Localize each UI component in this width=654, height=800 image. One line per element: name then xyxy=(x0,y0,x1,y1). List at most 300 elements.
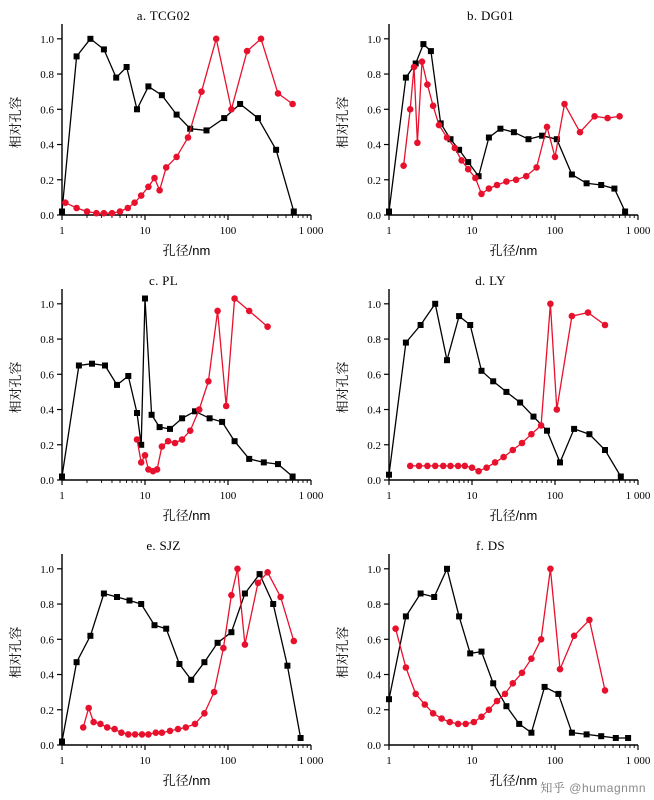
data-point-marker xyxy=(298,735,304,741)
y-axis-label: 相对孔容 xyxy=(8,361,23,414)
data-point-marker xyxy=(557,459,563,465)
data-point-marker xyxy=(198,88,205,95)
panel-title: b. DG01 xyxy=(467,8,514,23)
data-point-marker xyxy=(284,663,290,669)
data-point-marker xyxy=(159,729,166,736)
data-point-marker xyxy=(242,641,249,648)
data-point-marker xyxy=(264,569,271,576)
data-series-line xyxy=(62,39,294,212)
x-tick-label: 1 000 xyxy=(298,490,324,502)
data-point-marker xyxy=(526,136,532,142)
data-point-marker xyxy=(125,731,132,738)
data-point-marker xyxy=(555,691,561,697)
data-point-marker xyxy=(511,129,517,135)
data-point-marker xyxy=(414,140,421,147)
y-tick-label: 0.0 xyxy=(367,210,381,222)
data-point-marker xyxy=(232,438,238,444)
data-point-marker xyxy=(494,182,501,189)
data-point-marker xyxy=(159,92,165,98)
data-point-marker xyxy=(618,474,624,480)
y-tick-label: 0.4 xyxy=(40,669,54,682)
data-point-marker xyxy=(163,626,169,632)
y-tick-label: 0.2 xyxy=(40,439,54,452)
data-point-marker xyxy=(220,645,227,652)
data-point-marker xyxy=(179,415,185,421)
data-point-marker xyxy=(153,729,160,736)
data-series-line xyxy=(62,574,301,741)
y-tick-label: 1.0 xyxy=(40,563,54,576)
data-point-marker xyxy=(80,724,87,731)
data-point-marker xyxy=(159,443,166,450)
data-point-marker xyxy=(138,601,144,607)
data-point-marker xyxy=(438,715,445,722)
plot-area xyxy=(0,530,327,795)
data-point-marker xyxy=(516,721,522,727)
data-point-marker xyxy=(422,701,429,708)
data-point-marker xyxy=(84,208,91,215)
data-point-marker xyxy=(547,566,554,573)
data-point-marker xyxy=(478,714,485,721)
y-axis-label: 相对孔容 xyxy=(335,361,350,414)
data-point-marker xyxy=(213,36,220,43)
data-point-marker xyxy=(467,322,473,328)
data-point-marker xyxy=(403,75,409,81)
data-point-marker xyxy=(76,363,82,369)
data-point-marker xyxy=(602,447,608,453)
data-point-marker xyxy=(117,208,124,215)
data-point-marker xyxy=(134,410,140,416)
data-point-marker xyxy=(497,126,503,132)
data-point-marker xyxy=(400,162,407,169)
y-tick-label: 0.4 xyxy=(367,139,381,152)
data-point-marker xyxy=(616,113,623,120)
data-point-marker xyxy=(486,135,492,141)
data-point-marker xyxy=(571,633,578,640)
x-tick-label: 1 xyxy=(386,225,392,237)
chart-panel xyxy=(0,265,327,530)
y-tick-label: 0.4 xyxy=(40,139,54,152)
x-tick-label: 1 000 xyxy=(625,225,651,237)
data-point-marker xyxy=(407,463,414,470)
data-point-marker xyxy=(598,733,604,739)
data-point-marker xyxy=(561,101,568,108)
data-point-marker xyxy=(231,295,238,302)
x-tick-label: 10 xyxy=(139,490,151,502)
data-point-marker xyxy=(163,164,170,171)
data-point-marker xyxy=(492,459,499,466)
y-tick-label: 0.0 xyxy=(40,210,54,222)
data-point-marker xyxy=(127,598,133,604)
data-point-marker xyxy=(165,438,172,445)
data-point-marker xyxy=(187,427,194,434)
y-tick-label: 0.6 xyxy=(367,634,381,647)
y-tick-label: 0.4 xyxy=(367,669,381,682)
data-point-marker xyxy=(101,46,107,52)
data-point-marker xyxy=(538,422,545,429)
data-point-marker xyxy=(602,322,609,329)
y-axis-label: 相对孔容 xyxy=(8,626,23,679)
y-tick-label: 1.0 xyxy=(40,33,54,46)
data-point-marker xyxy=(118,729,125,736)
data-point-marker xyxy=(533,164,540,171)
data-point-marker xyxy=(207,415,213,421)
data-point-marker xyxy=(85,705,92,712)
data-point-marker xyxy=(273,147,279,153)
x-axis-label: 孔径/nm xyxy=(489,243,538,258)
data-point-marker xyxy=(420,41,426,47)
data-point-marker xyxy=(167,426,173,432)
data-point-marker xyxy=(277,594,284,601)
data-point-marker xyxy=(462,463,469,470)
data-point-marker xyxy=(467,650,473,656)
x-tick-label: 10 xyxy=(466,225,478,237)
data-point-marker xyxy=(246,308,253,315)
data-point-marker xyxy=(517,400,523,406)
data-point-marker xyxy=(528,431,535,438)
y-tick-label: 0.2 xyxy=(367,174,381,187)
y-tick-label: 0.0 xyxy=(367,475,381,487)
data-point-marker xyxy=(246,456,252,462)
data-point-marker xyxy=(87,36,93,42)
x-axis-label: 孔径/nm xyxy=(489,508,538,523)
y-tick-label: 0.8 xyxy=(367,334,381,347)
y-tick-label: 0.6 xyxy=(367,104,381,117)
data-point-marker xyxy=(585,309,592,316)
data-point-marker xyxy=(528,655,535,662)
data-point-marker xyxy=(59,474,65,480)
x-tick-label: 1 xyxy=(59,225,65,237)
data-point-marker xyxy=(392,625,399,632)
y-tick-label: 0.8 xyxy=(367,599,381,612)
data-point-marker xyxy=(552,154,559,161)
data-point-marker xyxy=(132,731,139,738)
data-point-marker xyxy=(502,691,509,698)
data-point-marker xyxy=(544,124,551,131)
data-point-marker xyxy=(472,175,479,182)
data-point-marker xyxy=(131,199,138,206)
data-point-marker xyxy=(456,313,462,319)
x-tick-label: 100 xyxy=(219,755,237,767)
data-point-marker xyxy=(444,357,450,363)
data-point-marker xyxy=(270,601,276,607)
data-point-marker xyxy=(430,710,437,717)
x-tick-label: 1 xyxy=(59,755,65,767)
data-point-marker xyxy=(125,205,132,212)
data-point-marker xyxy=(101,210,108,217)
data-point-marker xyxy=(145,83,151,89)
data-point-marker xyxy=(290,474,296,480)
y-tick-label: 1.0 xyxy=(40,298,54,311)
data-point-marker xyxy=(519,670,526,677)
data-point-marker xyxy=(101,591,107,597)
data-point-marker xyxy=(622,209,628,215)
x-tick-label: 10 xyxy=(139,225,151,237)
data-point-marker xyxy=(469,464,476,471)
y-tick-label: 0.6 xyxy=(40,104,54,117)
data-point-marker xyxy=(275,461,281,467)
y-tick-label: 0.2 xyxy=(40,174,54,187)
data-point-marker xyxy=(157,424,163,430)
data-point-marker xyxy=(547,301,554,308)
data-point-marker xyxy=(176,661,182,667)
data-point-marker xyxy=(174,112,180,118)
data-point-marker xyxy=(407,106,414,113)
data-point-marker xyxy=(584,731,590,737)
data-point-marker xyxy=(424,81,431,88)
data-point-marker xyxy=(183,724,190,731)
data-point-marker xyxy=(432,301,438,307)
data-point-marker xyxy=(188,677,194,683)
y-tick-label: 0.8 xyxy=(367,69,381,82)
data-point-marker xyxy=(569,313,576,320)
data-point-marker xyxy=(386,209,392,215)
data-point-marker xyxy=(544,428,550,434)
data-point-marker xyxy=(447,719,454,726)
data-point-marker xyxy=(444,566,450,572)
data-point-marker xyxy=(403,340,409,346)
panel-title: f. DS xyxy=(476,538,505,553)
data-point-marker xyxy=(475,468,482,475)
x-tick-label: 100 xyxy=(546,225,564,237)
y-axis-label: 相对孔容 xyxy=(8,96,23,149)
data-point-marker xyxy=(586,617,593,624)
data-point-marker xyxy=(167,728,174,735)
data-point-marker xyxy=(258,36,265,43)
data-point-marker xyxy=(149,412,155,418)
data-point-marker xyxy=(386,472,392,478)
data-point-marker xyxy=(134,106,140,112)
data-point-marker xyxy=(255,580,262,587)
data-series-line xyxy=(404,62,620,194)
data-point-marker xyxy=(139,731,146,738)
data-point-marker xyxy=(611,186,617,192)
data-point-marker xyxy=(510,680,517,687)
x-axis-label: 孔径/nm xyxy=(162,508,211,523)
data-point-marker xyxy=(201,659,207,665)
data-point-marker xyxy=(114,594,120,600)
data-point-marker xyxy=(124,64,130,70)
x-axis-label: 孔径/nm xyxy=(162,243,211,258)
data-point-marker xyxy=(223,403,230,410)
data-point-marker xyxy=(221,115,227,121)
data-point-marker xyxy=(436,122,443,129)
data-point-marker xyxy=(403,664,410,671)
data-point-marker xyxy=(424,463,431,470)
panel-title: c. PL xyxy=(149,273,178,288)
data-point-marker xyxy=(74,53,80,59)
data-point-marker xyxy=(510,447,517,454)
y-tick-label: 0.2 xyxy=(40,704,54,717)
data-point-marker xyxy=(455,721,462,728)
data-point-marker xyxy=(113,75,119,81)
y-tick-label: 0.2 xyxy=(367,439,381,452)
y-tick-label: 0.2 xyxy=(367,704,381,717)
data-point-marker xyxy=(74,659,80,665)
data-point-marker xyxy=(613,735,619,741)
data-point-marker xyxy=(204,127,210,133)
x-tick-label: 1 000 xyxy=(298,755,324,767)
data-point-marker xyxy=(291,209,297,215)
data-point-marker xyxy=(554,406,561,413)
watermark-username: @humagnmn xyxy=(569,781,646,795)
zhihu-logo: 知乎 xyxy=(540,781,566,795)
data-point-marker xyxy=(465,166,472,173)
data-point-marker xyxy=(471,719,478,726)
data-point-marker xyxy=(500,454,507,461)
data-series-line xyxy=(137,299,268,472)
data-point-marker xyxy=(145,184,152,191)
x-tick-label: 1 xyxy=(386,755,392,767)
data-point-marker xyxy=(503,703,509,709)
chart-panel xyxy=(0,0,327,265)
data-point-marker xyxy=(102,363,108,369)
data-point-marker xyxy=(494,698,501,705)
data-point-marker xyxy=(261,459,267,465)
data-point-marker xyxy=(513,177,520,184)
data-point-marker xyxy=(571,426,577,432)
data-point-marker xyxy=(109,210,116,217)
data-point-marker xyxy=(185,134,192,141)
data-series-line xyxy=(83,569,294,735)
data-point-marker xyxy=(490,378,496,384)
x-axis-label: 孔径/nm xyxy=(489,773,538,788)
data-point-marker xyxy=(201,710,208,717)
y-axis-label: 相对孔容 xyxy=(335,96,350,149)
data-point-marker xyxy=(111,726,118,733)
data-point-marker xyxy=(257,571,263,577)
plot-area xyxy=(327,530,654,795)
data-point-marker xyxy=(211,689,218,696)
x-tick-label: 1 000 xyxy=(625,490,651,502)
x-tick-label: 1 xyxy=(386,490,392,502)
data-point-marker xyxy=(486,707,493,714)
data-point-marker xyxy=(440,463,447,470)
x-tick-label: 1 000 xyxy=(625,755,651,767)
data-point-marker xyxy=(264,323,271,330)
data-point-marker xyxy=(444,134,451,141)
data-point-marker xyxy=(289,101,296,108)
data-point-marker xyxy=(59,739,65,745)
data-point-marker xyxy=(452,145,459,152)
x-tick-label: 100 xyxy=(546,490,564,502)
x-tick-label: 10 xyxy=(466,755,478,767)
data-point-marker xyxy=(462,721,469,728)
data-point-marker xyxy=(151,175,158,182)
data-point-marker xyxy=(486,185,493,192)
y-tick-label: 0.0 xyxy=(367,740,381,752)
x-tick-label: 10 xyxy=(139,755,151,767)
data-point-marker xyxy=(569,730,575,736)
data-point-marker xyxy=(411,64,418,71)
data-point-marker xyxy=(215,640,221,646)
panel-title: a. TCG02 xyxy=(136,8,191,23)
data-point-marker xyxy=(428,48,434,54)
y-tick-label: 0.8 xyxy=(40,599,54,612)
y-tick-label: 1.0 xyxy=(367,33,381,46)
data-point-marker xyxy=(93,210,100,217)
data-point-marker xyxy=(528,730,534,736)
x-tick-label: 1 xyxy=(59,490,65,502)
y-tick-label: 1.0 xyxy=(367,563,381,576)
data-point-marker xyxy=(145,731,152,738)
data-point-marker xyxy=(386,696,392,702)
y-tick-label: 0.6 xyxy=(367,369,381,382)
y-tick-label: 0.8 xyxy=(40,334,54,347)
data-point-marker xyxy=(557,666,564,673)
data-point-marker xyxy=(519,440,526,447)
data-point-marker xyxy=(490,680,496,686)
data-point-marker xyxy=(172,440,179,447)
data-point-marker xyxy=(483,464,490,471)
y-tick-label: 0.8 xyxy=(40,69,54,82)
data-point-marker xyxy=(416,463,423,470)
data-point-marker xyxy=(542,684,548,690)
x-tick-label: 100 xyxy=(546,755,564,767)
x-tick-label: 100 xyxy=(219,225,237,237)
data-point-marker xyxy=(104,724,111,731)
data-point-marker xyxy=(503,178,510,185)
data-point-marker xyxy=(152,622,158,628)
y-tick-label: 0.6 xyxy=(40,369,54,382)
data-point-marker xyxy=(602,687,609,694)
data-point-marker xyxy=(219,419,225,425)
data-point-marker xyxy=(625,735,631,741)
data-point-marker xyxy=(479,649,485,655)
y-tick-label: 0.4 xyxy=(40,404,54,417)
data-point-marker xyxy=(173,154,180,161)
data-point-marker xyxy=(418,591,424,597)
data-point-marker xyxy=(523,173,530,180)
data-point-marker xyxy=(598,182,604,188)
data-point-marker xyxy=(156,187,163,194)
data-point-marker xyxy=(114,382,120,388)
data-point-marker xyxy=(97,721,104,728)
y-tick-label: 0.0 xyxy=(40,740,54,752)
data-point-marker xyxy=(569,172,575,178)
data-point-marker xyxy=(403,613,409,619)
data-point-marker xyxy=(432,463,439,470)
data-point-marker xyxy=(478,191,485,198)
data-series-line xyxy=(62,299,293,477)
data-point-marker xyxy=(242,591,248,597)
data-point-marker xyxy=(87,633,93,639)
data-series-line xyxy=(65,39,292,213)
data-point-marker xyxy=(138,192,145,199)
data-point-marker xyxy=(419,58,426,65)
data-point-marker xyxy=(175,726,182,733)
data-point-marker xyxy=(234,566,241,573)
x-axis-label: 孔径/nm xyxy=(162,773,211,788)
data-point-marker xyxy=(228,106,235,113)
plot-area xyxy=(327,0,654,265)
data-point-marker xyxy=(591,113,598,120)
data-point-marker xyxy=(503,389,509,395)
panel-title: d. LY xyxy=(475,273,506,288)
data-point-marker xyxy=(90,719,97,726)
panel-title: e. SJZ xyxy=(146,538,181,553)
x-tick-label: 100 xyxy=(219,490,237,502)
chart-panel xyxy=(327,530,654,795)
data-point-marker xyxy=(154,466,161,473)
x-tick-label: 1 000 xyxy=(298,225,324,237)
data-point-marker xyxy=(479,368,485,374)
data-point-marker xyxy=(455,463,462,470)
data-point-marker xyxy=(430,103,437,110)
chart-panel xyxy=(327,0,654,265)
data-point-marker xyxy=(125,373,131,379)
data-point-marker xyxy=(142,452,149,459)
data-point-marker xyxy=(418,322,424,328)
